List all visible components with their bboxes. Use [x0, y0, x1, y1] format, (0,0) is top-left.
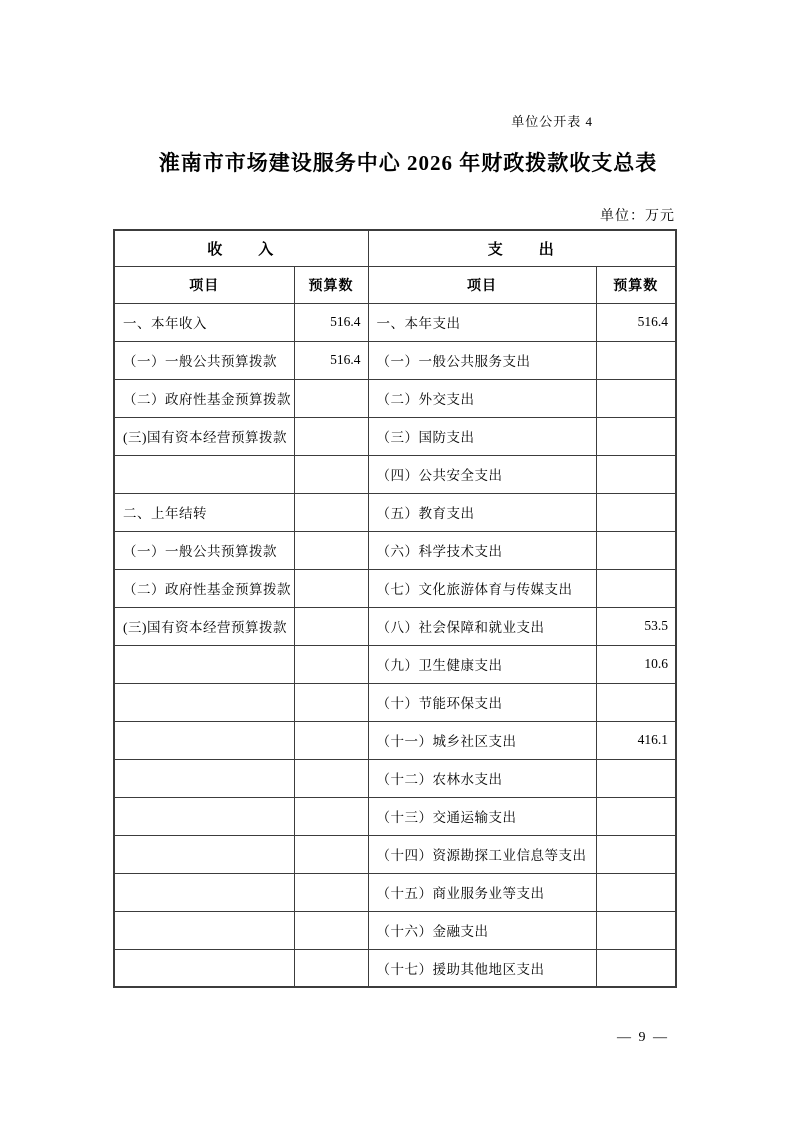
column-header-row	[114, 266, 676, 303]
income-item-cell: (三)国有资本经营预算拨款	[114, 417, 294, 455]
income-item-cell: （二）政府性基金预算拨款	[114, 569, 294, 607]
expense-value-cell	[596, 417, 676, 455]
income-item-cell	[114, 835, 294, 873]
income-value-cell	[294, 531, 368, 569]
expense-value-cell	[596, 569, 676, 607]
income-value-cell	[294, 569, 368, 607]
expense-value-cell	[596, 455, 676, 493]
expense-item-cell: （十一）城乡社区支出	[368, 721, 596, 759]
expense-value-cell: 10.6	[596, 645, 676, 683]
income-value-cell	[294, 379, 368, 417]
expense-value-cell	[596, 493, 676, 531]
expense-item-cell: （六）科学技术支出	[368, 531, 596, 569]
table-row	[114, 949, 676, 987]
expense-value-cell	[596, 379, 676, 417]
table-row	[114, 607, 676, 645]
expense-value-cell: 516.4	[596, 303, 676, 341]
expense-value-cell	[596, 949, 676, 987]
section-header-row	[114, 230, 676, 266]
expense-item-cell: （十）节能环保支出	[368, 683, 596, 721]
income-value-cell	[294, 873, 368, 911]
income-value-cell	[294, 455, 368, 493]
table-row	[114, 645, 676, 683]
table-row	[114, 417, 676, 455]
expense-value-cell	[596, 835, 676, 873]
expense-item-cell: （七）文化旅游体育与传媒支出	[368, 569, 596, 607]
expense-item-cell: （二）外交支出	[368, 379, 596, 417]
income-item-cell	[114, 683, 294, 721]
table-body	[114, 303, 676, 987]
expense-item-cell: （十四）资源勘探工业信息等支出	[368, 835, 596, 873]
table-row	[114, 911, 676, 949]
income-value-cell	[294, 645, 368, 683]
table-row	[114, 683, 676, 721]
budget-summary-table	[113, 229, 677, 988]
income-value-cell	[294, 949, 368, 987]
expense-item-cell: （五）教育支出	[368, 493, 596, 531]
page-number: — 9 —	[617, 1030, 669, 1045]
page-title: 淮南市市场建设服务中心 2026 年财政拨款收支总表	[158, 151, 658, 175]
expense-item-cell: （十三）交通运输支出	[368, 797, 596, 835]
income-section-header: 收 入	[114, 230, 368, 266]
expense-value-cell	[596, 683, 676, 721]
table-row	[114, 493, 676, 531]
income-item-cell: (三)国有资本经营预算拨款	[114, 607, 294, 645]
table-row	[114, 873, 676, 911]
doc-label: 单位公开表 4	[511, 114, 593, 129]
expense-item-cell: （十六）金融支出	[368, 911, 596, 949]
income-item-cell: （一）一般公共预算拨款	[114, 341, 294, 379]
table-row	[114, 379, 676, 417]
income-item-cell	[114, 873, 294, 911]
table-row	[114, 721, 676, 759]
income-value-cell	[294, 911, 368, 949]
income-value-cell	[294, 683, 368, 721]
expense-value-cell	[596, 911, 676, 949]
income-item-cell: （一）一般公共预算拨款	[114, 531, 294, 569]
income-value-cell	[294, 417, 368, 455]
table-row	[114, 797, 676, 835]
expense-value-cell	[596, 797, 676, 835]
expense-item-cell: （三）国防支出	[368, 417, 596, 455]
income-item-cell: 一、本年收入	[114, 303, 294, 341]
expense-item-cell: 一、本年支出	[368, 303, 596, 341]
income-item-cell	[114, 759, 294, 797]
expense-item-cell: （十五）商业服务业等支出	[368, 873, 596, 911]
income-value-cell	[294, 835, 368, 873]
income-item-cell	[114, 949, 294, 987]
expense-value-cell	[596, 873, 676, 911]
expense-item-cell: （四）公共安全支出	[368, 455, 596, 493]
income-value-cell	[294, 721, 368, 759]
table-row	[114, 341, 676, 379]
table-row	[114, 531, 676, 569]
income-value-cell: 516.4	[294, 303, 368, 341]
table-row	[114, 835, 676, 873]
income-item-column-header: 项目	[114, 266, 294, 303]
expense-item-cell: （十二）农林水支出	[368, 759, 596, 797]
income-value-cell	[294, 797, 368, 835]
table-row	[114, 759, 676, 797]
expense-item-cell: （八）社会保障和就业支出	[368, 607, 596, 645]
table-row	[114, 569, 676, 607]
expense-budget-column-header: 预算数	[596, 266, 676, 303]
income-budget-column-header: 预算数	[294, 266, 368, 303]
expense-item-cell: （十七）援助其他地区支出	[368, 949, 596, 987]
table-row	[114, 455, 676, 493]
unit-note: 单位：万元	[600, 209, 675, 224]
income-value-cell: 516.4	[294, 341, 368, 379]
expense-item-column-header: 项目	[368, 266, 596, 303]
income-item-cell	[114, 645, 294, 683]
income-value-cell	[294, 759, 368, 797]
expense-item-cell: （一）一般公共服务支出	[368, 341, 596, 379]
income-item-cell	[114, 455, 294, 493]
income-item-cell	[114, 911, 294, 949]
income-value-cell	[294, 493, 368, 531]
expense-value-cell	[596, 341, 676, 379]
expense-value-cell	[596, 759, 676, 797]
income-item-cell	[114, 721, 294, 759]
income-item-cell	[114, 797, 294, 835]
income-item-cell: 二、上年结转	[114, 493, 294, 531]
table-row	[114, 303, 676, 341]
expense-value-cell: 416.1	[596, 721, 676, 759]
income-value-cell	[294, 607, 368, 645]
expense-value-cell	[596, 531, 676, 569]
income-item-cell: （二）政府性基金预算拨款	[114, 379, 294, 417]
expense-section-header: 支 出	[368, 230, 676, 266]
expense-value-cell: 53.5	[596, 607, 676, 645]
expense-item-cell: （九）卫生健康支出	[368, 645, 596, 683]
